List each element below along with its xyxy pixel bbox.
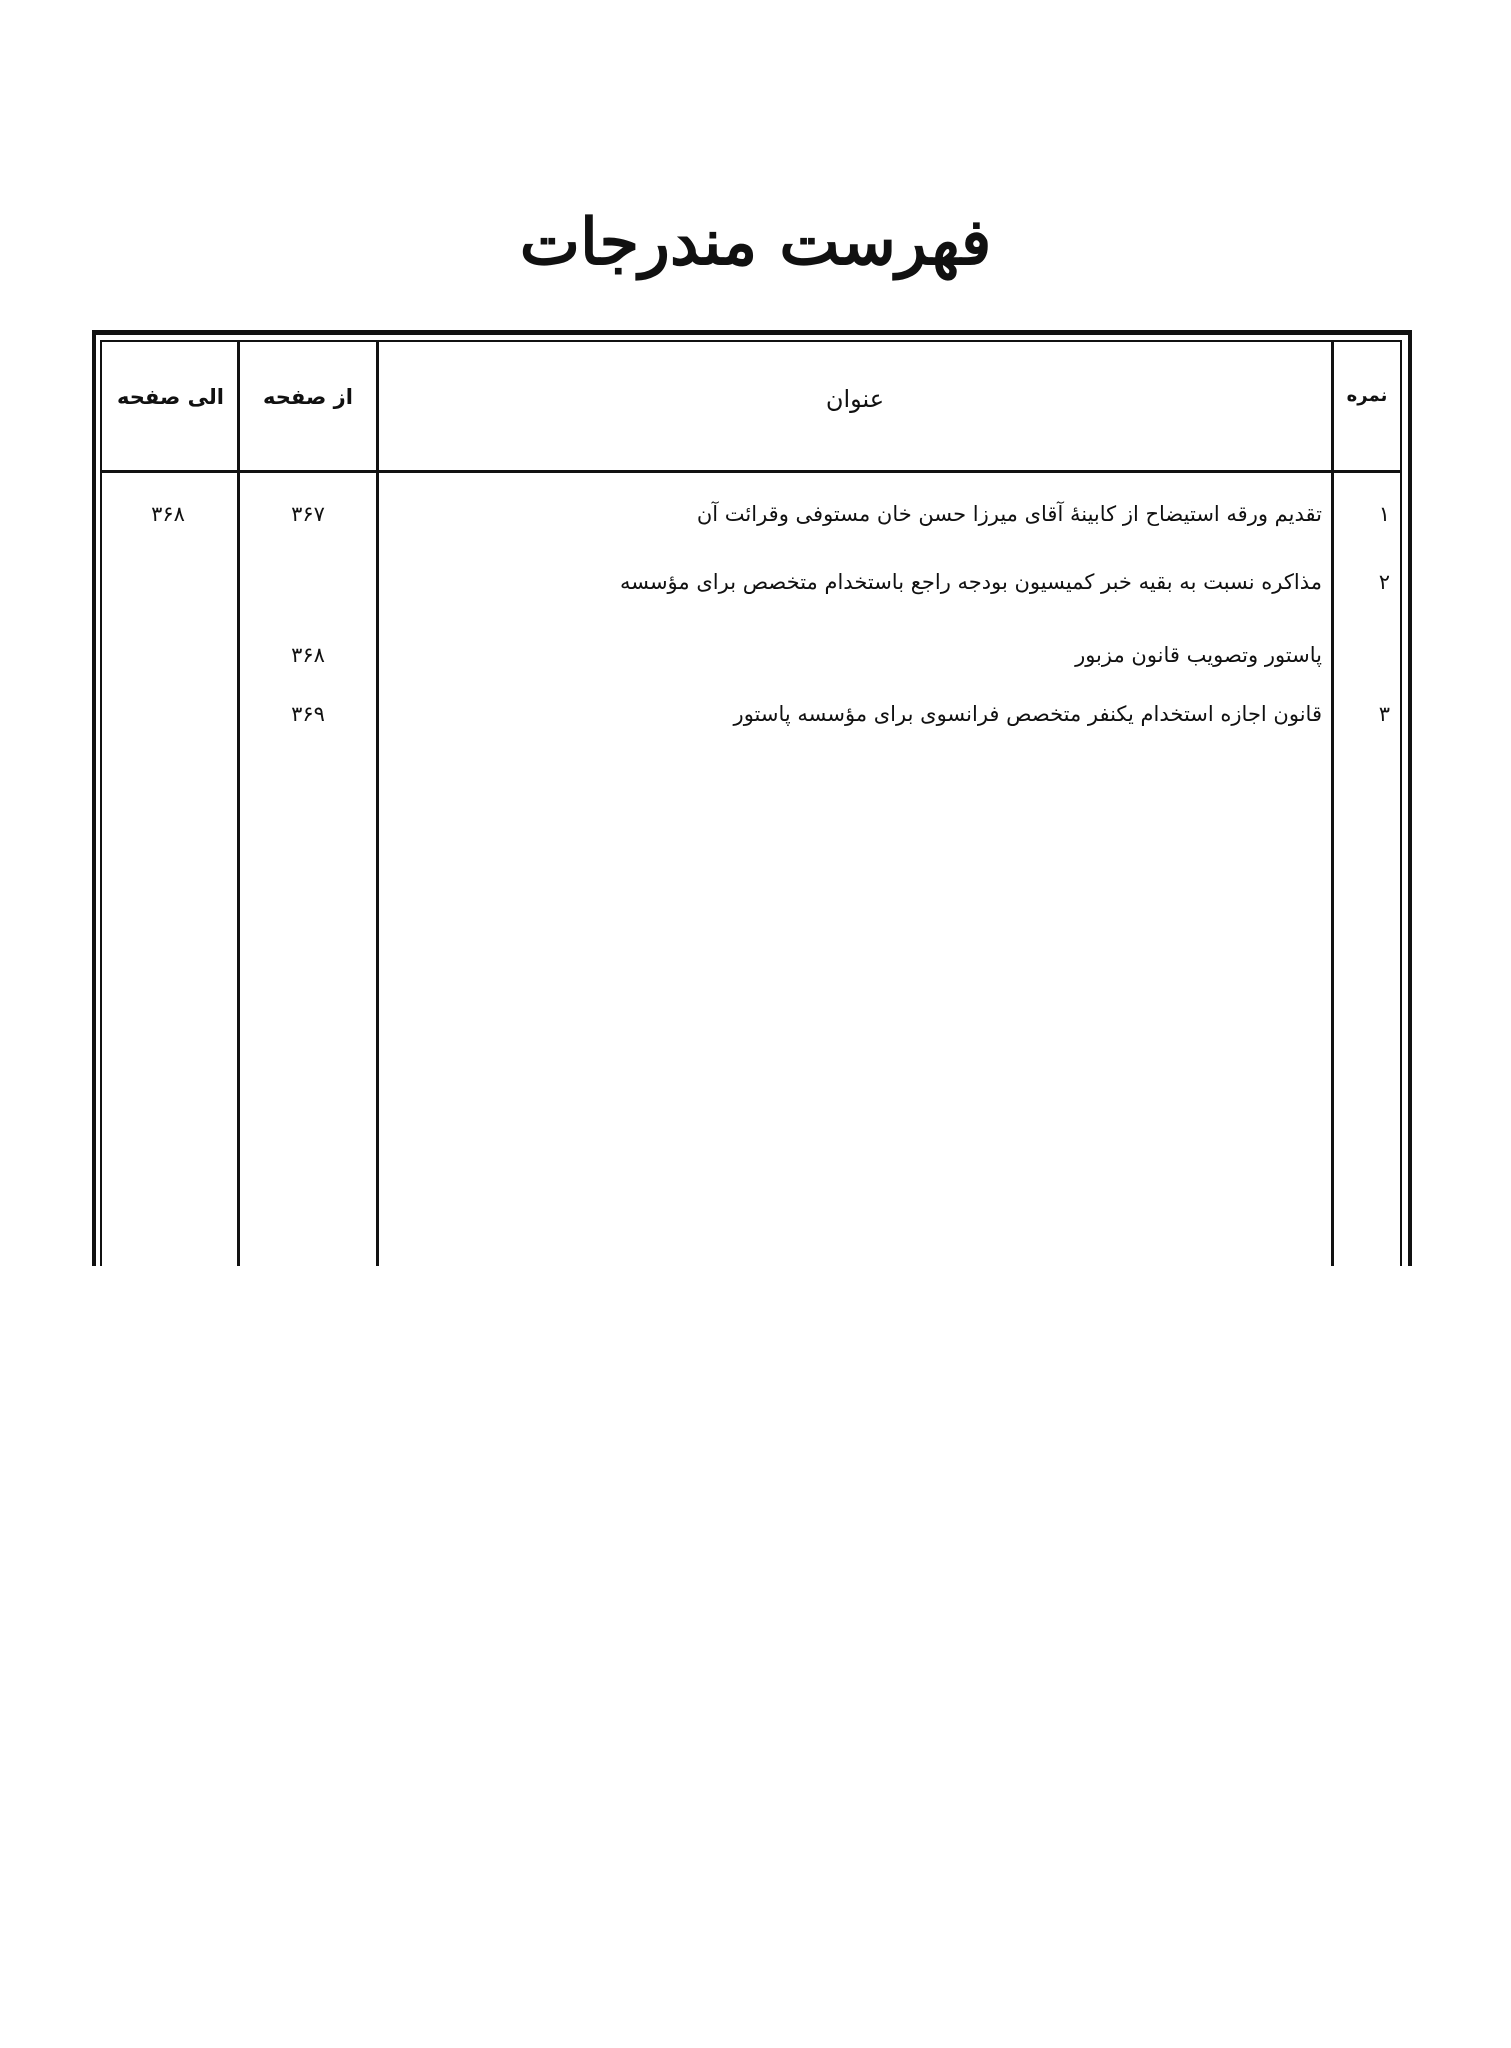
header-number: نمره bbox=[1346, 385, 1388, 406]
row-subject-line: مذاکره نسبت به بقیه خبر کمیسیون بودجه راجع باستخدام متخصص برای مؤسسه bbox=[619, 570, 1322, 594]
row-to-page: ۳۶۸ bbox=[151, 502, 185, 526]
column-divider bbox=[1331, 340, 1334, 1266]
table-outer-right-border bbox=[1408, 330, 1412, 1266]
table-outer-left-border bbox=[92, 330, 96, 1266]
column-divider bbox=[237, 340, 240, 1266]
header-from-page: از صفحه bbox=[263, 385, 353, 409]
row-from-page: ۳۶۹ bbox=[291, 702, 325, 726]
header-divider bbox=[100, 470, 1402, 473]
page-title: فهرست مندرجات bbox=[519, 205, 992, 280]
row-number: ۱ bbox=[1378, 502, 1390, 526]
row-subject-line: تقدیم ورقه استیضاح از کابینهٔ آقای میرزا حسن خان مستوفی وقرائت آن bbox=[696, 502, 1322, 526]
row-number: ۳ bbox=[1378, 702, 1390, 726]
header-to-page: الی صفحه bbox=[117, 385, 224, 409]
table-inner-top-border bbox=[100, 340, 1402, 342]
table-inner-left-border bbox=[100, 340, 102, 1266]
header-subject: عنوان bbox=[825, 385, 885, 413]
row-number: ۲ bbox=[1378, 570, 1390, 594]
table-inner-right-border bbox=[1400, 340, 1402, 1266]
row-subject-line: پاستور وتصویب قانون مزبور bbox=[1075, 643, 1322, 667]
row-from-page: ۳۶۷ bbox=[291, 502, 325, 526]
column-divider bbox=[376, 340, 379, 1266]
row-from-page: ۳۶۸ bbox=[291, 643, 325, 667]
row-subject-line: قانون اجازه استخدام یکنفر متخصص فرانسوی برای مؤسسه پاستور bbox=[733, 702, 1322, 726]
